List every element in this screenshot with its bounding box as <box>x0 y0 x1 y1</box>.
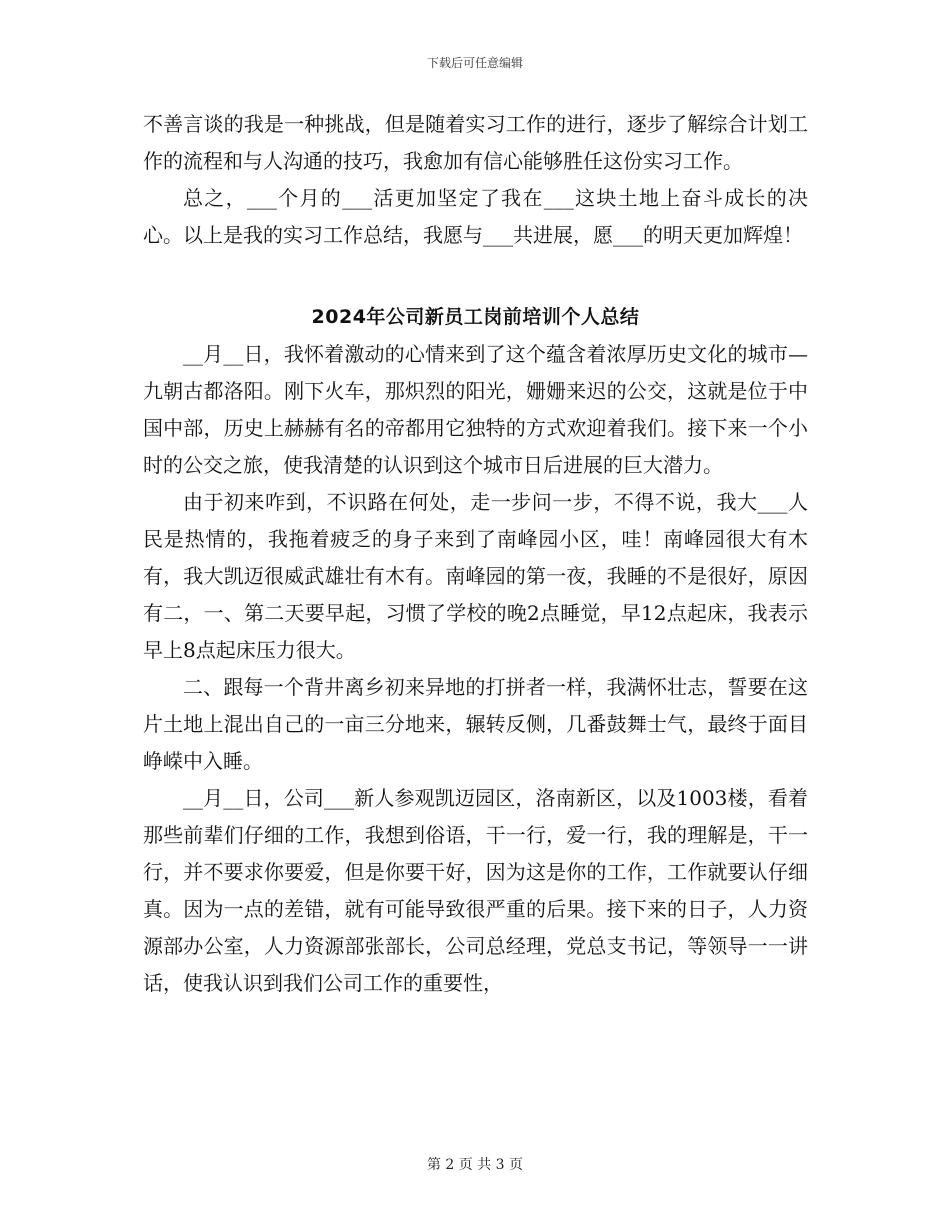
section-title: 2024年公司新员工岗前培训个人总结 <box>311 306 640 328</box>
paragraph-continued: 不善言谈的我是一种挑战，但是随着实习工作的进行，逐步了解综合计划工作的流程和与人沟通的技巧，我愈加有信心能够胜任这份实习工作。 <box>143 112 808 173</box>
paragraph-reason-two: 二、跟每一个背井离乡初来异地的打拼者一样，我满怀壮志，誓要在这片土地上混出自己的一亩三分地来，辗转反侧，几番鼓舞士气，最终于面目峥嵘中入睡。 <box>143 675 808 773</box>
paragraph-first-night: 由于初来咋到，不识路在何处，走一步问一步，不得不说，我大___人民是热情的，我拖着疲乏的身子来到了南峰园小区，哇！南峰园很大有木有，我大凯迈很威武雄壮有木有。南峰园的第一夜，我睡的不是很好，原因有二，一、第二天要早起，习惯了学校的晚2点睡觉，早12点起床，我表示早上8点起床压力很大。 <box>143 490 808 662</box>
document-body <box>143 106 808 1002</box>
paragraph-park-visit: __月__日，公司___新人参观凯迈园区，洛南新区，以及1003楼，看着那些前辈们仔细的工作，我想到俗语，干一行，爱一行，我的理解是，干一行，并不要求你要爱，但是你要干好，因为这是你的工作，工作就要认仔细真。因为一点的差错，就有可能导致很严重的后果。接下来的日子，人力资源部办公室，人力资源部张部长，公司总经理，党总支书记，等领导一一讲话，使我认识到我们公司工作的重要性， <box>143 786 808 995</box>
paragraph-arrival: __月__日，我怀着激动的心情来到了这个蕴含着浓厚历史文化的城市—九朝古都洛阳。刚下火车，那炽烈的阳光，姗姗来迟的公交，这就是位于中国中部，历史上赫赫有名的帝都用它独特的方式欢迎着我们。接下来一个小时的公交之旅，使我清楚的认识到这个城市日后进展的巨大潜力。 <box>143 342 808 477</box>
page-footer: 第 2 页 共 3 页 <box>426 1157 524 1173</box>
page-header: 下载后可任意编辑 <box>426 56 523 70</box>
paragraph-conclusion: 总之，___个月的___活更加坚定了我在___这块土地上奋斗成长的决心。以上是我的实习工作总结，我愿与___共进展，愿___的明天更加辉煌！ <box>143 186 808 247</box>
